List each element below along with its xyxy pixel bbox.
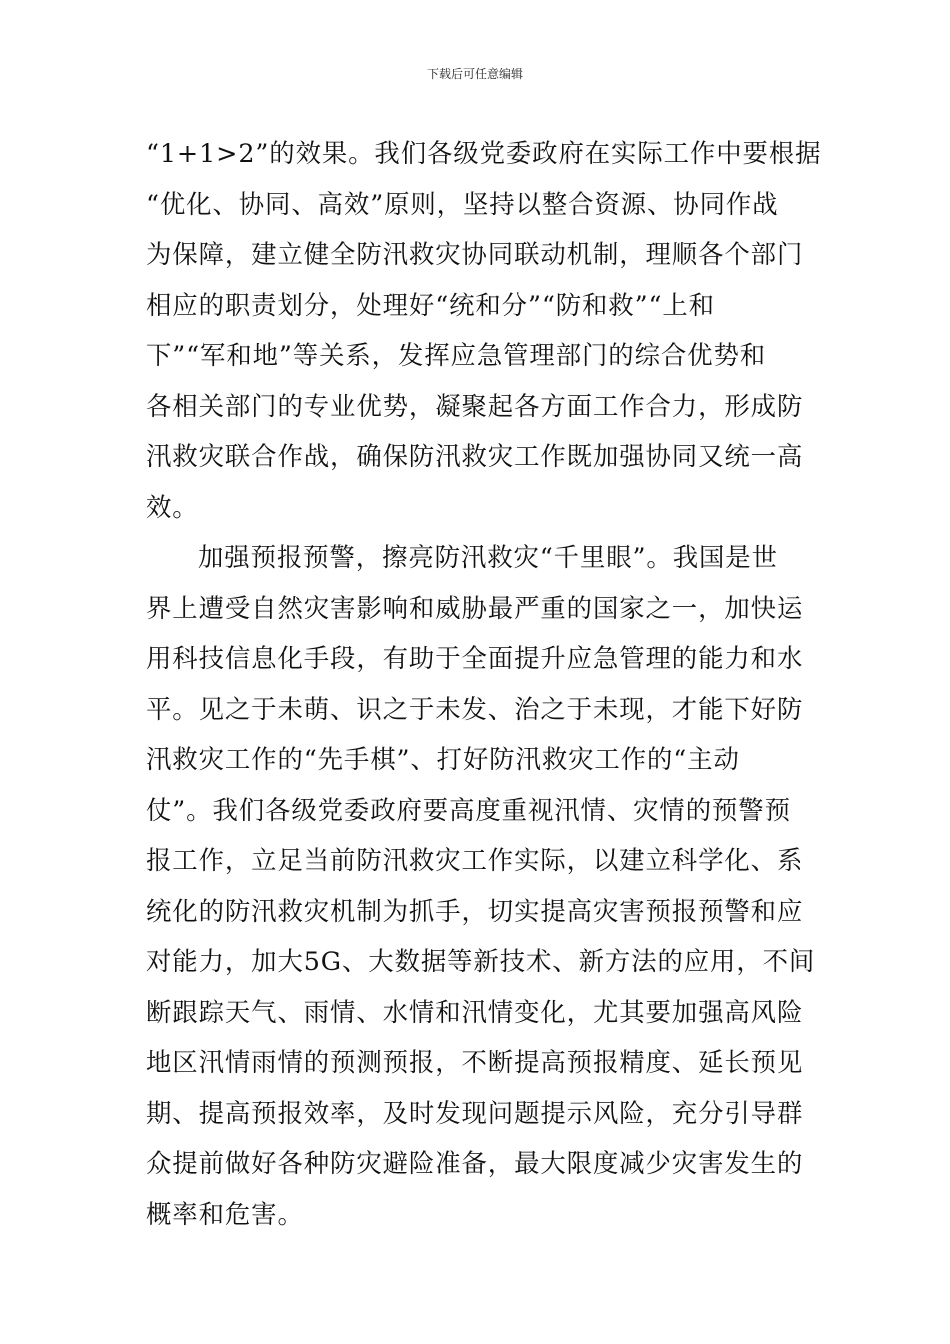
text-line: 用科技信息化手段，有助于全面提升应急管理的能力和水 — [146, 643, 804, 673]
text-line: “1+1>2”的效果。我们各级党委政府在实际工作中要根据 — [146, 138, 822, 168]
paragraph-2 — [146, 532, 816, 1239]
text-line: 为保障，建立健全防汛救灾协同联动机制，理顺各个部门 — [146, 239, 804, 269]
text-line: 汛救灾联合作战，确保防汛救灾工作既加强协同又统一高 — [146, 441, 804, 471]
text-line: 效。 — [146, 491, 199, 522]
document-body — [146, 128, 822, 1239]
text-line: 概率和危害。 — [146, 1198, 304, 1229]
page-header-note: 下载后可任意编辑 — [426, 67, 523, 81]
text-line: 断跟踪天气、雨情、水情和汛情变化，尤其要加强高风险 — [146, 996, 804, 1027]
text-line: “优化、协同、高效”原则，坚持以整合资源、协同作战 — [146, 188, 779, 219]
text-line: 对能力，加大5G、大数据等新技术、新方法的应用，不间 — [146, 946, 816, 976]
text-line: 平。见之于未萌、识之于未发、治之于未现，才能下好防 — [146, 693, 804, 724]
text-line: 界上遭受自然灾害影响和威胁最严重的国家之一，加快运 — [146, 592, 804, 623]
text-line: 地区汛情雨情的预测预报，不断提高预报精度、延长预见 — [146, 1047, 804, 1077]
text-line: 期、提高预报效率，及时发现问题提示风险，充分引导群 — [146, 1097, 804, 1128]
text-line: 下”“军和地”等关系，发挥应急管理部门的综合优势和 — [146, 340, 767, 370]
text-line: 众提前做好各种防灾避险准备，最大限度减少灾害发生的 — [146, 1148, 804, 1178]
text-line: 仗”。我们各级党委政府要高度重视汛情、灾情的预警预 — [146, 794, 791, 825]
text-line: 各相关部门的专业优势，凝聚起各方面工作合力，形成防 — [146, 390, 804, 421]
text-line: 统化的防汛救灾机制为抓手，切实提高灾害预报预警和应 — [146, 895, 804, 926]
text-line: 相应的职责划分，处理好“统和分”“防和救”“上和 — [146, 289, 715, 320]
text-line: 汛救灾工作的“先手棋”、打好防汛救灾工作的“主动 — [146, 744, 740, 774]
text-line: 报工作，立足当前防汛救灾工作实际，以建立科学化、系 — [146, 845, 804, 875]
paragraph-1 — [146, 128, 822, 532]
text-line: 加强预报预警，擦亮防汛救灾“千里眼”。我国是世 — [198, 542, 778, 572]
